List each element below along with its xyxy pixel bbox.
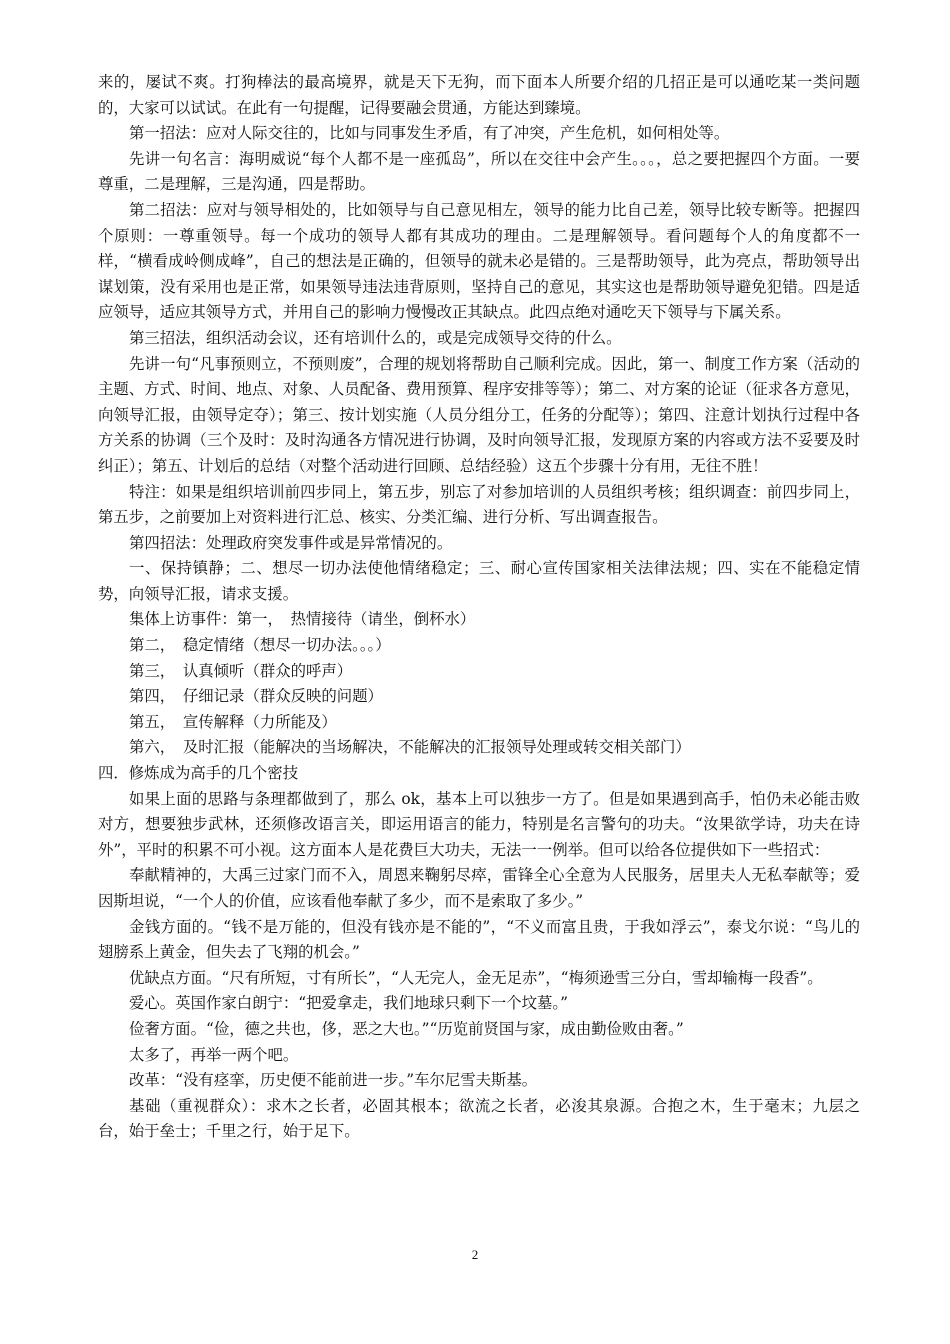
- list-item: 第五， 宣传解释（力所能及）: [129, 712, 337, 731]
- section-heading: 四．修炼成为高手的几个密技: [98, 764, 299, 783]
- paragraph: 爱心。英国作家白朗宁：“把爱拿走，我们地球只剩下一个坟墓。”: [129, 994, 568, 1013]
- paragraph: 优缺点方面。“尺有所短，寸有所长”，“人无完人，金无足赤”，“梅须逊雪三分白，雪却输梅一段香”。: [129, 968, 823, 987]
- paragraph: 第二招法：应对与领导相处的，比如领导与自己意见相左，领导的能力比自己差，领导比较专断等。把握四个原则：一尊重领导。每一个成功的领导人都有其成功的理由。二是理解领导。看问题每个人的角度都不一样，“横看成岭侧成峰”，自己的想法是正确的，但领导的就未必是错的。三是帮助领导，此为亮点，帮助领导出谋划策，没有采用也是正常，如果领导违法违背原则，坚持自己的意见，其实这也是帮助领导避免犯错。四是适应领导，适应其领导方式，并用自己的影响力慢慢改正其缺点。此四点绝对通吃天下领导与下属关系。: [98, 200, 860, 322]
- list-item: 第六， 及时汇报（能解决的当场解决，不能解决的汇报领导处理或转交相关部门）: [129, 738, 691, 757]
- paragraph: 金钱方面的。“钱不是万能的，但没有钱亦是不能的”，“不义而富且贵，于我如浮云”，泰戈尔说：“鸟儿的翅膀系上黄金，但失去了飞翔的机会。”: [98, 917, 860, 962]
- paragraph: 第一招法：应对人际交往的，比如与同事发生矛盾，有了冲突，产生危机，如何相处等。: [129, 124, 730, 143]
- paragraph: 太多了，再举一两个吧。: [129, 1045, 299, 1064]
- list-item: 集体上访事件：第一， 热情接待（请坐，倒杯水）: [129, 610, 476, 629]
- paragraph: 先讲一句名言：海明威说“每个人都不是一座孤岛”，所以在交往中会产生。。。，总之要把握四个方面。一要尊重，二是理解，三是沟通，四是帮助。: [98, 149, 860, 194]
- list-item: 第三， 认真倾听（群众的呼声）: [129, 661, 353, 680]
- paragraph: 改革：“没有痉挛，历史便不能前进一步。”车尔尼雪夫斯基。: [129, 1071, 538, 1090]
- paragraph: 如果上面的思路与条理都做到了，那么 ok，基本上可以独步一方了。但是如果遇到高手，怕仍未必能击败对方，想要独步武林，还须修改语言关，即运用语言的能力，特别是名言警句的功夫。“汝果欲学诗，功夫在诗外”，平时的积累不可小视。这方面本人是花费巨大功夫，无法一一例举。但可以给各位提供如下一些招式：: [98, 789, 860, 859]
- paragraph: 先讲一句“凡事预则立，不预则废”，合理的规划将帮助自己顺利完成。因此，第一、制度工作方案（活动的主题、方式、时间、地点、对象、人员配备、费用预算、程序安排等等）；第二、对方案的论证（征求各方意见，向领导汇报，由领导定夺）；第三、按计划实施（人员分组分工，任务的分配等）；第四、注意计划执行过程中各方关系的协调（三个及时：及时沟通各方情况进行协调，及时向领导汇报，发现原方案的内容或方法不妥要及时纠正）；第五、计划后的总结（对整个活动进行回顾、总结经验）这五个步骤十分有用，无往不胜！: [98, 354, 860, 475]
- list-item: 第二， 稳定情绪（想尽一切办法。。。）: [129, 636, 391, 655]
- paragraph: 来的，屡试不爽。打狗棒法的最高境界，就是天下无狗，而下面本人所要介绍的几招正是可以通吃某一类问题的，大家可以试试。在此有一句提醒，记得要融会贯通，方能达到臻境。: [98, 73, 860, 117]
- paragraph: 一、保持镇静；二、想尽一切办法使他情绪稳定；三、耐心宣传国家相关法律法规；四、实在不能稳定情势，向领导汇报，请求支援。: [98, 559, 860, 603]
- paragraph: 奉献精神的，大禹三过家门而不入，周恩来鞠躬尽瘁，雷锋全心全意为人民服务，居里夫人无私奉献等；爱因斯坦说，“一个人的价值，应该看他奉献了多少，而不是索取了多少。”: [98, 866, 860, 910]
- paragraph: 基础（重视群众）：求木之长者，必固其根本；欲流之长者，必浚其泉源。合抱之木，生于毫末；九层之台，始于垒士；千里之行，始于足下。: [98, 1096, 860, 1141]
- paragraph: 第三招法，组织活动会议，还有培训什么的，或是完成领导交待的什么。: [129, 328, 622, 347]
- page-number: 2: [471, 1247, 479, 1262]
- paragraph: 特注：如果是组织培训前四步同上，第五步，别忘了对参加培训的人员组织考核；组织调查：前四步同上，第五步，之前要加上对资料进行汇总、核实、分类汇编、进行分析、写出调查报告。: [98, 482, 860, 527]
- paragraph: 第四招法：处理政府突发事件或是异常情况的。: [129, 533, 453, 552]
- document-body: [98, 70, 860, 1145]
- list-item: 第四， 仔细记录（群众反映的问题）: [129, 687, 383, 706]
- paragraph: 俭奢方面。“俭，德之共也，侈，恶之大也。”“历览前贤国与家，成由勤俭败由奢。”: [129, 1019, 684, 1038]
